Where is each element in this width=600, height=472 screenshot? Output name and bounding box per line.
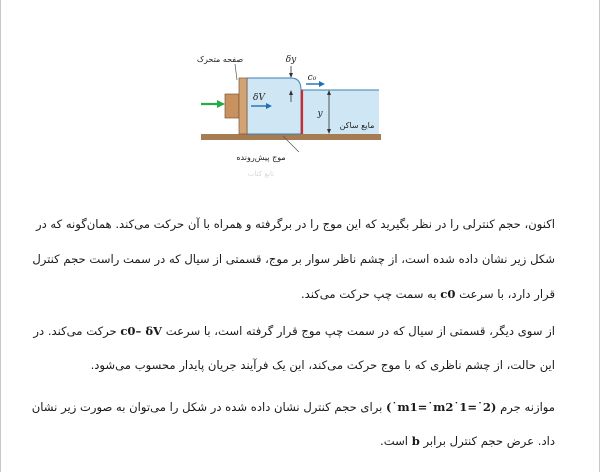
y-label: y [317, 109, 323, 119]
p3-line-2 [380, 433, 555, 449]
p1-line-2: شکل زیر نشان داده شده است، از چشم ناظر سوار بر موج، قسمتی از سیال که در سمت راست حجم کنترل [32, 252, 555, 266]
piston-rod [225, 94, 239, 118]
var-b: b [411, 434, 420, 448]
dv-label: δV [253, 93, 265, 103]
wave-diagram [1, 0, 600, 200]
p1-line-3-text-a: قرار دارد، با سرعت [459, 287, 555, 301]
ground-strip [201, 134, 381, 140]
mass-balance-formula: (˙m1=˙m2˙1=˙2) [386, 400, 497, 414]
p3-line-1 [32, 399, 555, 415]
p3-line-1-text-b: برای حجم کنترل نشان داده شده در شکل را می‌توان به صورت زیر نشان [31, 400, 383, 414]
p2-line-1-text-a: از سوی دیگر، قسمتی از سیال که در سمت چپ موج قرار گرفته است، با سرعت [165, 324, 555, 338]
wave-figure [1, 0, 600, 200]
c0-arrow-head [319, 81, 325, 87]
plate-leader [235, 64, 237, 80]
green-arrow-head [217, 100, 225, 108]
dy-label: δy [285, 55, 297, 65]
p1-line-1: اکنون، حجم کنترلی را در نظر بگیرید که این موج را در برگرفته و همراه با آن حرکت می‌کند. همان‌گونه که در [35, 217, 555, 231]
moving-plate [239, 78, 247, 134]
p3-line-2-text-b: است. [380, 434, 409, 448]
c0-label: c₀ [307, 73, 317, 83]
p2-line-2: این حالت، از چشم ناظری که با موج حرکت می‌کند، این یک فرآیند جریان پایدار محسوب می‌شود. [90, 358, 555, 372]
watermark: تابع کتاب [247, 170, 275, 178]
p1-line-3-text-b: به سمت چپ حرکت می‌کند. [300, 287, 437, 301]
p3-line-1-text-a: موازنه جرم [500, 400, 555, 414]
dy-arrow-top [289, 73, 293, 78]
p3-line-2-text-a: داد. عرض حجم کنترل برابر [423, 434, 555, 448]
advancing-wave-label: موج پیش‌رونده [236, 153, 286, 162]
var-c0-minus-dv: c0– δV [120, 324, 163, 338]
p2-line-1-text-b: حرکت می‌کند. در [33, 324, 117, 338]
still-fluid-label: مایع ساکن [339, 121, 375, 130]
moving-plate-label: صفحه متحرک [196, 55, 244, 64]
var-c0: c0 [440, 287, 456, 301]
p2-line-1 [33, 323, 555, 339]
p1-line-3 [301, 286, 555, 302]
